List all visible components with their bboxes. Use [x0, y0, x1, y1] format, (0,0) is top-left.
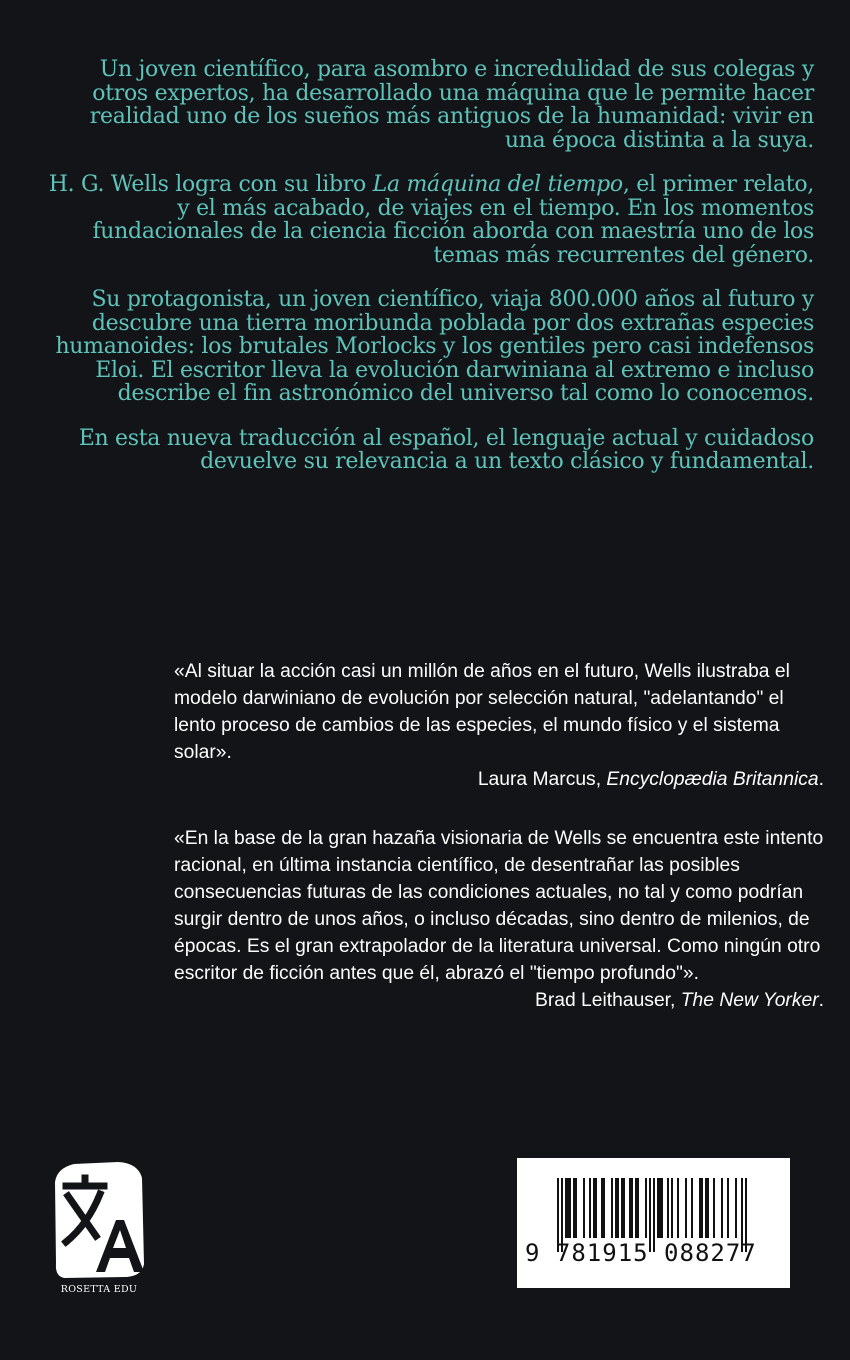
- quote-source: The New Yorker: [680, 990, 819, 1012]
- barcode-bar: [713, 1178, 715, 1238]
- blurb-paragraph-2-start: H. G. Wells logra con su libro: [48, 172, 373, 198]
- quote-author: Laura Marcus,: [477, 769, 607, 791]
- blurb-paragraph-4: En esta nueva traducción al español, el lenguaje actual y cuidadoso devuelve su relevancia a un texto clásico y fundamental.: [78, 425, 814, 475]
- blurb-paragraph-3: Su protagonista, un joven científico, viaja 800.000 años al futuro y descubre una tierra moribunda poblada por dos extrañas especies humanoides: los brutales Morlocks y los gentiles pero casi indefensos Eloi. El escritor lleva la evolución darwiniana al extremo e incluso describe el fin astronómico del universo tal como lo conocemos.: [55, 287, 814, 407]
- book-title: La máquina del tiempo: [372, 172, 623, 198]
- blurb-paragraph-2: [48, 173, 814, 267]
- quote-attribution: [174, 766, 824, 793]
- barcode-bar: [589, 1178, 591, 1238]
- isbn-number: 9 781915 088277: [525, 1239, 757, 1267]
- barcode-bar: [637, 1178, 639, 1238]
- barcode-bar: [631, 1178, 633, 1238]
- quote-text: «En la base de la gran hazaña visionaria de Wells se encuentra este intento racional, en última instancia científico, de desentrañar las posibles consecuencias futuras de las condiciones actuales, no tal y como podrían surgir dentro de unos años, o incluso décadas, sino dentro de milenios, de épocas. Es el gran extrapolador de la literatura universal. Como ningún otro escritor de ficción antes que él, abrazó el "tiempo profundo"».: [174, 828, 824, 985]
- barcode-bar: [569, 1178, 571, 1238]
- barcode-bar: [721, 1178, 723, 1238]
- barcode-bar: [661, 1178, 663, 1238]
- barcode-bar: [707, 1178, 709, 1238]
- barcode-bar: [595, 1178, 597, 1238]
- barcode-bar: [645, 1178, 647, 1238]
- publisher-logo: [44, 1160, 154, 1295]
- barcode-bar: [635, 1178, 637, 1238]
- barcode-bar: [659, 1178, 661, 1238]
- barcode-bar: [575, 1178, 577, 1238]
- quote-attribution: [174, 987, 824, 1014]
- barcode-bar: [685, 1178, 687, 1238]
- barcode-bar: [601, 1178, 603, 1238]
- quote-end: .: [818, 990, 824, 1012]
- quote-source: Encyclopædia Britannica: [606, 769, 819, 791]
- blurb-paragraph-2-end: , el primer relato, y el más acabado, de viajes en el tiempo. En los momentos fundacionales de la ciencia ficción aborda con maestría uno de los temas más recurrentes del género.: [92, 172, 814, 268]
- barcode-bar: [573, 1178, 575, 1238]
- review-quote: [174, 658, 824, 793]
- barcode-bar: [617, 1178, 619, 1238]
- translate-icon: [52, 1160, 146, 1280]
- barcode-bar: [699, 1178, 701, 1238]
- publisher-name: ROSETTA EDU: [60, 1284, 138, 1295]
- barcode-bar: [593, 1178, 595, 1238]
- quote-end: .: [818, 769, 824, 791]
- quote-author: Brad Leithauser,: [534, 990, 681, 1012]
- barcode-bar: [565, 1178, 567, 1238]
- blurb-paragraph-1: Un joven científico, para asombro e incredulidad de sus colegas y otros expertos, ha desarrollado una máquina que le permite hacer realidad uno de los sueños más antiguos de la humanidad: vivir en una época distinta a la suya.: [89, 57, 814, 153]
- barcode-bar: [615, 1178, 617, 1238]
- barcode-bar: [611, 1178, 613, 1238]
- barcode-bar: [603, 1178, 605, 1238]
- barcode-bar: [735, 1178, 737, 1238]
- barcode-bar: [567, 1178, 569, 1238]
- barcode-bar: [705, 1178, 707, 1238]
- review-quote: [174, 825, 824, 1014]
- quote-text: «Al situar la acción casi un millón de años en el futuro, Wells ilustraba el modelo darwiniano de evolución por selección natural, "adelantando" el lento proceso de cambios de las especies, el mundo físico y el sistema solar».: [174, 661, 790, 764]
- barcode-bar: [727, 1178, 729, 1238]
- barcode-bar: [671, 1178, 673, 1238]
- review-quotes: [174, 658, 824, 1014]
- barcode-bar: [623, 1178, 625, 1238]
- isbn-barcode: [517, 1158, 790, 1288]
- barcode-bar: [701, 1178, 703, 1238]
- barcode-bar: [677, 1178, 679, 1238]
- barcode-bar: [691, 1178, 693, 1238]
- barcode-bar: [657, 1178, 659, 1238]
- barcode-bar: [629, 1178, 631, 1238]
- barcode-bar: [583, 1178, 585, 1238]
- barcode-bar: [621, 1178, 623, 1238]
- back-cover-blurb: [48, 58, 814, 474]
- barcode-bar: [667, 1178, 669, 1238]
